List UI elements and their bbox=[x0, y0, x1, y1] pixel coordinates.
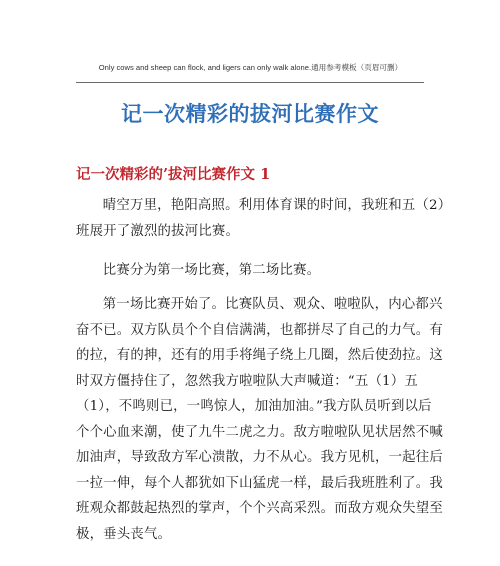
paragraph-line: 时双方僵持住了，忽然我方啦啦队大声喊道：“五（1）五 bbox=[76, 373, 418, 389]
paragraph-line: 加油声，导致敌方军心溃散，力不从心。我方见机，一起往后 bbox=[76, 450, 443, 465]
paragraph-2 bbox=[76, 258, 426, 284]
page-header-text: Only cows and sheep can flock, and ligers can only walk alone.通用参考模板（页眉可删） bbox=[98, 63, 403, 72]
document-title: 记一次精彩的拔河比赛作文 bbox=[121, 101, 379, 126]
paragraph-line: 班观众都鼓起热烈的掌声，个个兴高采烈。而敌方观众失望至 bbox=[76, 501, 443, 516]
paragraph-line: 比赛分为第一场比赛，第二场比赛。 bbox=[102, 263, 321, 278]
paragraph-line: 的拉，有的抻，还有的用手将绳子绕上几圈，然后使劲拉。这 bbox=[76, 348, 443, 363]
paragraph-line: 个个心血来潮，使了九牛二虎之力。敌方啦啦队见状居然不喊 bbox=[76, 424, 443, 440]
paragraph-line: 第一场比赛开始了。比赛队员、观众、啦啦队，内心都兴 bbox=[102, 297, 443, 312]
paragraph-line: 晴空万里，艳阳高照。利用体育课的时间，我班和五（2） bbox=[102, 198, 452, 213]
paragraph-line: 奋不已。双方队员个个自信满满，也都拼尽了自己的力气。有 bbox=[76, 322, 443, 338]
paragraph-line: 班展开了激烈的拔河比赛。 bbox=[76, 223, 240, 239]
paragraph-3 bbox=[76, 292, 443, 547]
paragraph-line: 一拉一伸，每个人都犹如下山猛虎一样，最后我班胜利了。我 bbox=[76, 475, 443, 491]
paragraph-line: 极，垂头丧气。 bbox=[76, 526, 172, 542]
section-heading: 记一次精彩的’拔河比赛作文 1 bbox=[76, 166, 271, 183]
paragraph-1 bbox=[76, 193, 452, 244]
header-divider bbox=[76, 82, 424, 83]
paragraph-line: （1），不鸣则已，一鸣惊人，加油加油。”我方队员听到以后 bbox=[76, 399, 432, 414]
